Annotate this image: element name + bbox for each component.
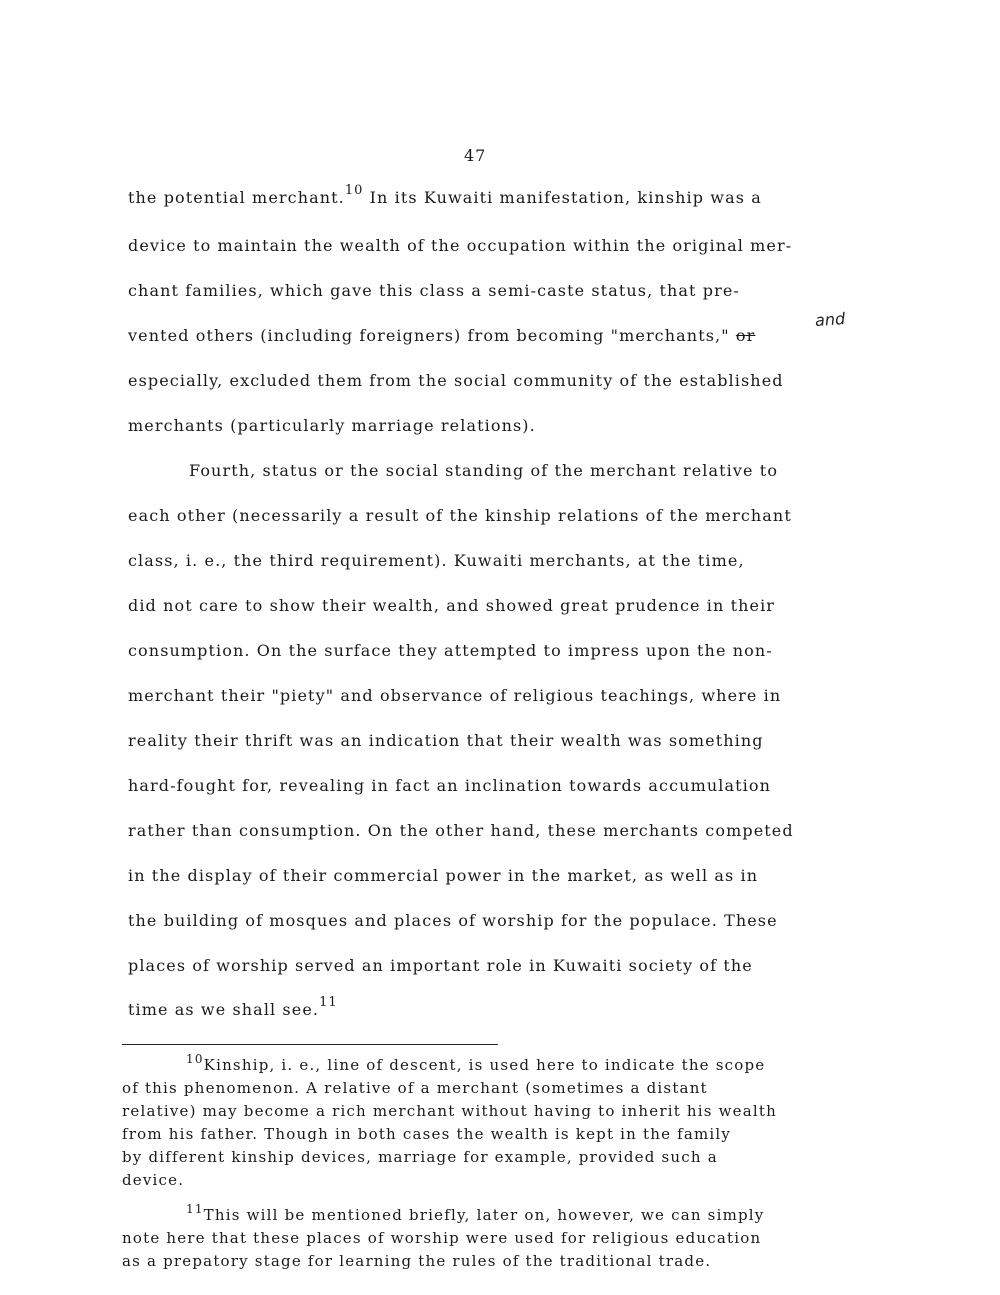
body-line: merchants (particularly marriage relations).: [128, 416, 536, 435]
footnote-line: of this phenomenon. A relative of a merchant (sometimes a distant: [122, 1079, 708, 1097]
footnote-line: as a prepatory stage for learning the rules of the traditional trade.: [122, 1252, 712, 1270]
struck-word: or: [735, 326, 756, 345]
footnote-ref-10: 10: [344, 183, 364, 198]
body-line: [128, 326, 755, 345]
handwritten-correction: and: [814, 308, 846, 331]
body-line: Fourth, status or the social standing of the merchant relative to: [189, 461, 779, 480]
body-line: rather than consumption. On the other hand, these merchants competed: [128, 821, 794, 840]
footnote-text-span: This will be mentioned briefly, later on, however, we can simply: [203, 1206, 765, 1224]
body-line: device to maintain the wealth of the occupation within the original mer-: [128, 236, 793, 255]
body-text-span: the potential merchant.: [128, 188, 345, 207]
footnote-line: by different kinship devices, marriage for example, provided such a: [122, 1148, 718, 1166]
body-line: in the display of their commercial power in the market, as well as in: [128, 866, 759, 885]
body-line: hard-fought for, revealing in fact an inclination towards accumulation: [128, 776, 771, 795]
footnote-11-line: [186, 1202, 765, 1224]
body-text-span: In its Kuwaiti manifestation, kinship was a: [363, 188, 762, 207]
body-line: especially, excluded them from the social community of the established: [128, 371, 784, 390]
body-line: chant families, which gave this class a semi-caste status, that pre-: [128, 281, 740, 300]
body-line: did not care to show their wealth, and showed great prudence in their: [128, 596, 776, 615]
body-line: [128, 183, 762, 207]
body-line: merchant their "piety" and observance of religious teachings, where in: [128, 686, 782, 705]
footnote-line: relative) may become a rich merchant without having to inherit his wealth: [122, 1102, 777, 1120]
page-number: 47: [464, 146, 487, 165]
footnote-line: from his father. Though in both cases the wealth is kept in the family: [122, 1125, 732, 1143]
body-line: each other (necessarily a result of the kinship relations of the merchant: [128, 506, 792, 525]
body-line: places of worship served an important role in Kuwaiti society of the: [128, 956, 753, 975]
footnote-10-line: [186, 1052, 766, 1074]
body-line: reality their thrift was an indication that their wealth was something: [128, 731, 764, 750]
footnote-divider: [122, 1044, 498, 1045]
footnote-10-mark: 10: [186, 1052, 204, 1066]
footnote-11-mark: 11: [186, 1202, 204, 1216]
body-line: the building of mosques and places of worship for the populace. These: [128, 911, 778, 930]
footnote-text-span: Kinship, i. e., line of descent, is used here to indicate the scope: [203, 1056, 766, 1074]
body-line: consumption. On the surface they attempted to impress upon the non-: [128, 641, 773, 660]
footnote-line: device.: [122, 1171, 185, 1189]
footnote-line: note here that these places of worship were used for religious education: [122, 1229, 762, 1247]
body-line: [128, 995, 338, 1019]
body-text-span: time as we shall see.: [128, 1000, 320, 1019]
body-text-span: vented others (including foreigners) from becoming "merchants,": [128, 326, 736, 345]
body-line: class, i. e., the third requirement). Kuwaiti merchants, at the time,: [128, 551, 745, 570]
footnote-ref-11: 11: [319, 995, 338, 1010]
